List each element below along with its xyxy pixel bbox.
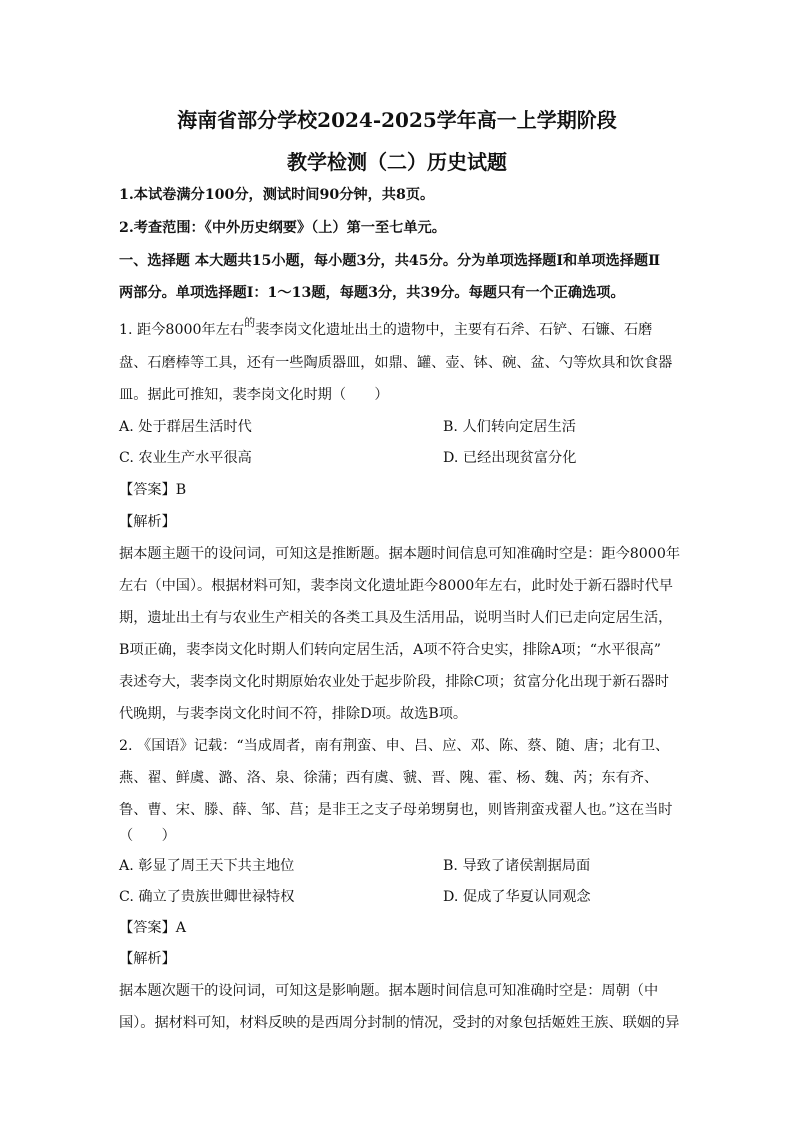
q2-stem-line-3: 鲁、曹、宋、滕、薛、邹、莒；是非王之支子母弟甥舅也，则皆荆蛮戎翟人也。”这在当时 (119, 802, 673, 818)
q1-analysis-label: 【解析】 (119, 514, 176, 530)
q2-stem-line-1: 2. 《国语》记载：“当成周者，南有荆蛮、申、吕、应、邓、陈、蔡、随、唐；北有卫、 (119, 738, 670, 754)
section-heading-2: 两部分。单项选择题Ⅰ：1～13题，每题3分，共39分。每题只有一个正确选项。 (119, 285, 625, 301)
note-1: 1.本试卷满分100分，测试时间90分钟，共8页。 (119, 187, 435, 203)
q2-answer: 【答案】A (119, 920, 186, 936)
q2-option-b: B. 导致了诸侯割据局面 (443, 858, 591, 874)
q2-option-d: D. 促成了华夏认同观念 (443, 889, 591, 905)
q1-option-c: C. 农业生产水平很高 (119, 450, 252, 466)
q2-analysis-line-1: 据本题次题干的设问词，可知这是影响题。据本题时间信息可知准确时空是：周朝（中 (119, 983, 659, 999)
q1-stem-line-3: 皿。据此可推知，裴李岗文化时期（ ） (119, 387, 389, 403)
q1-stem-part-b: 裴李岗文化遗址出土的遗物中，主要有石斧、石铲、石镰、石磨 (255, 322, 653, 338)
q1-analysis-line-5: 表述夸大，裴李岗文化时期原始农业处于起步阶段，排除C项；贫富分化出现于新石器时 (119, 674, 669, 690)
q1-stem-line-1 (119, 316, 653, 339)
q1-analysis-line-4: B项正确，裴李岗文化时期人们转向定居生活，A项不符合史实，排除A项；“水平很高” (119, 642, 661, 658)
q2-option-c: C. 确立了贵族世卿世禄特权 (119, 889, 295, 905)
exam-title-line-2: 教学检测（二）历史试题 (287, 150, 507, 174)
q2-option-a: A. 彰显了周王天下共主地位 (119, 858, 295, 874)
note-2: 2.考查范围：《中外历史纲要》（上）第一至七单元。 (119, 220, 446, 236)
q1-stem-line-2: 盘、石磨棒等工具，还有一些陶质器皿，如鼎、罐、壶、钵、碗、盆、勺等炊具和饮食器 (119, 355, 673, 371)
q1-inserted-character: 的 (244, 316, 256, 329)
q1-analysis-line-3: 期，遗址出土有与农业生产相关的各类工具及生活用品，说明当时人们已走向定居生活， (119, 610, 673, 626)
q1-option-d: D. 已经出现贫富分化 (443, 450, 577, 466)
q1-stem-part-a: 1. 距今8000年左右 (119, 322, 245, 338)
q1-analysis-line-6: 代晚期，与裴李岗文化时间不符，排除D项。故选B项。 (119, 706, 468, 722)
q2-analysis-line-2: 国）。据材料可知，材料反映的是西周分封制的情况，受封的对象包括姬姓王族、联姻的异 (119, 1015, 680, 1031)
q2-stem-line-4: （ ） (119, 828, 176, 844)
q1-answer: 【答案】B (119, 482, 187, 498)
section-heading-1: 一、选择题 本大题共15小题，每小题3分，共45分。分为单项选择题Ⅰ和单项选择题Ⅱ (119, 253, 661, 269)
exam-title-line-1: 海南省部分学校2024-2025学年高一上学期阶段 (177, 108, 617, 132)
q2-analysis-label: 【解析】 (119, 951, 176, 967)
q1-analysis-line-2: 左右（中国）。根据材料可知，裴李岗文化遗址距今8000年左右，此时处于新石器时代早 (119, 578, 673, 594)
q1-option-a: A. 处于群居生活时代 (119, 419, 252, 435)
q2-stem-line-2: 燕、翟、鲜虞、潞、洛、泉、徐蒲；西有虞、虢、晋、隗、霍、杨、魏、芮；东有齐、 (119, 770, 659, 786)
q1-option-b: B. 人们转向定居生活 (443, 419, 576, 435)
q1-analysis-line-1: 据本题主题干的设问词，可知这是推断题。据本题时间信息可知准确时空是：距今8000年 (119, 546, 681, 562)
